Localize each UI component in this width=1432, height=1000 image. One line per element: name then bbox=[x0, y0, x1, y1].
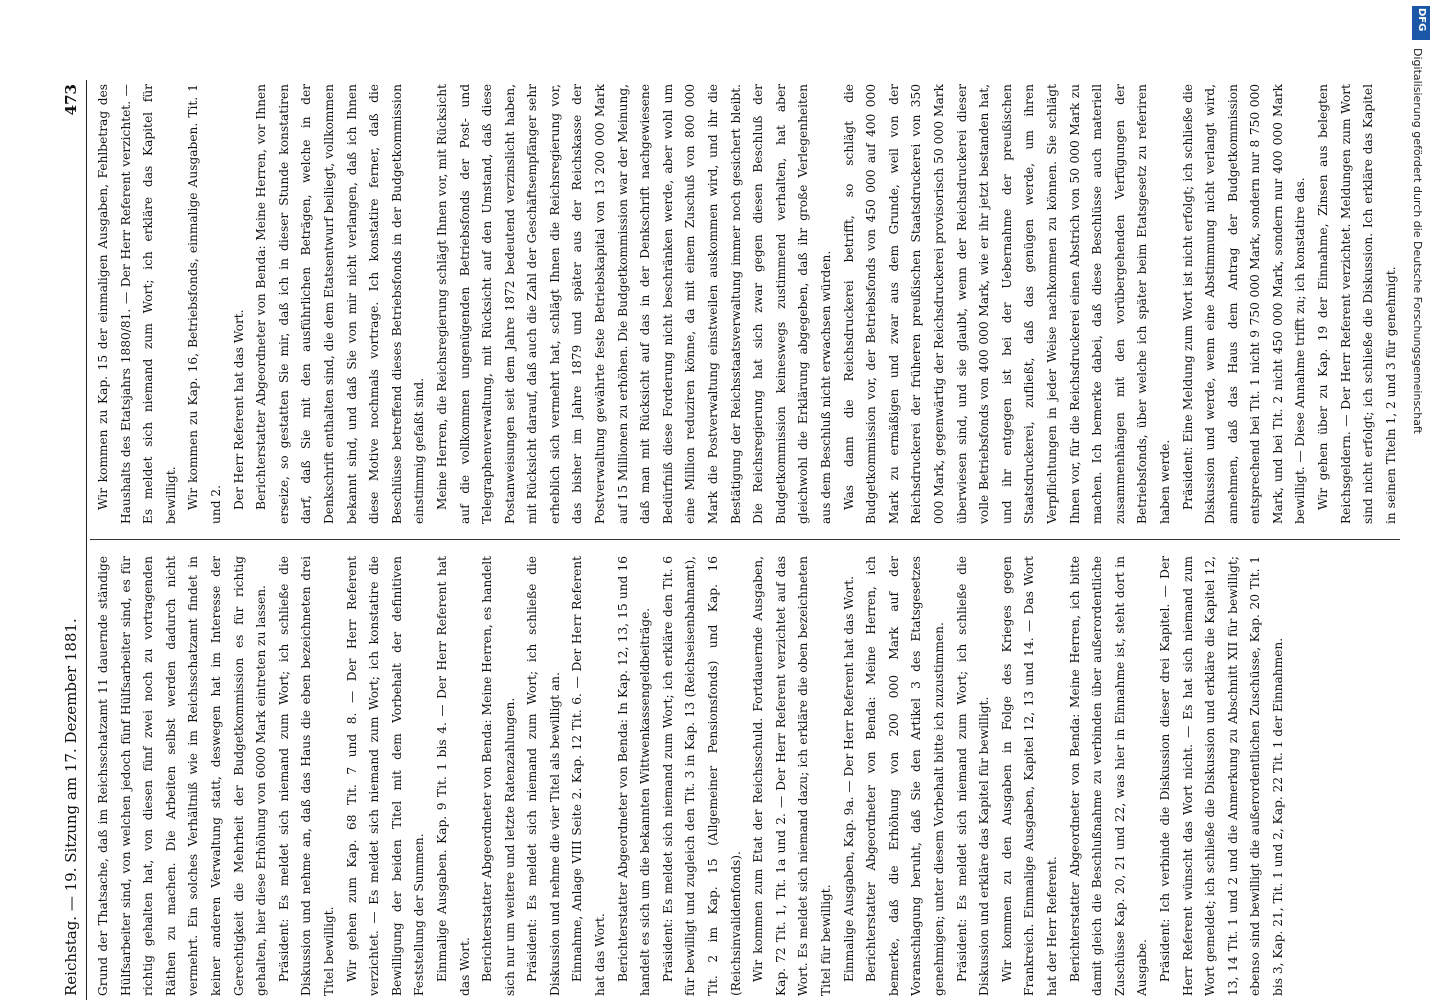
right-column bbox=[92, 84, 1402, 524]
paragraph: Präsident: Es meldet sich niemand zum Wort; ich schließe die Diskussion und erkläre das Kapitel für bewilligt. bbox=[954, 556, 992, 996]
paragraph: Einmalige Ausgaben. Kap. 9 Tit. 1 bis 4. — Der Herr Referent hat das Wort. bbox=[434, 556, 472, 996]
dfg-logo-text: DFG bbox=[1416, 8, 1427, 32]
paragraph: Präsident: Es meldet sich niemand zum Wort; ich schließe die Diskussion und nehme an, daß das Haus die eben bezeichneten drei Titel bewilligt. bbox=[276, 556, 336, 996]
newspaper-page bbox=[60, 80, 1410, 1000]
paragraph: Präsident: Eine Meldung zum Wort ist nicht erfolgt; ich schließe die Diskussion und werde, wenn eine Abstimmung nicht verlangt wird, annehmen, daß das Haus dem Antrag der Budgetkommission entsprechend bei Tit. 1 nicht 9 750 000 Mark, sondern nur 8 750 000 Mark, und bei Tit. 2 nicht 450 000 Mark, sondern nur 400 000 Mark bewilligt. — Diese Annahme trifft zu; ich konstatire das. bbox=[1180, 84, 1308, 524]
dfg-logo bbox=[1412, 6, 1430, 40]
page-number: 473 bbox=[62, 84, 80, 116]
paragraph: Berichterstatter Abgeordneter von Benda: In Kap. 12, 13, 15 und 16 handelt es sich um die bekannten Wittwenkassengeldbeiträge. bbox=[615, 556, 653, 996]
paragraph: Präsident: Es meldet sich niemand zum Wort; ich schließe die Diskussion und nehme die vier Titel als bewilligt an. bbox=[525, 556, 562, 996]
paragraph: Berichterstatter Abgeordneter von Benda: Meine Herren, ich bitte damit gleich die Beschlußnahme zu verbinden über außerordentliche Zuschüsse Kap. 20, 21 und 22, was hier in Einnahme ist, steht dort in Ausgabe. bbox=[1067, 556, 1150, 996]
paragraph: Meine Herren, die Reichsregierung schlägt Ihnen vor, mit Rücksicht auf die vollkommen ungenügenden Betriebsfonds der Post- und Telegraphenverwaltung, mit Rücksicht auf den Umstand, daß diese Postanweisungen seit dem Jahre 1872 bedeutend verzinslicht haben, mit Rücksicht darauf, daß auch die Zahl der Geschäftsempfänger sehr erheblich sich vermehrt hat, schlägt Ihnen die Reichsregierung vor, das bisher im Jahre 1879 und später aus der Reichskasse der Postverwaltung gewährte feste Betriebskapital von 13 200 000 Mark auf 15 Millionen zu erhöhen. Die Budgetkommission war der Meinung, daß man mit Rücksicht auf das in der Denkschrift nachgewiesene Bedürfniß diese Forderung nicht beschränken werde, aber wohl um eine Million reduziren könne, da mit einem Zuschuß von 800 000 Mark die Postverwaltung einstweilen auskommen wird, und ihr die Bestätigung der Reichsstaatsverwaltung immer noch gesichert bleibt. Die Reichsregierung hat sich zwar gegen diesen Beschluß der Budgetkommission keineswegs zustimmend verhalten, hat aber gleichwohl die Erklärung abgegeben, daß ihr große Verlegenheiten aus dem Beschluß nicht erwachsen würden. bbox=[434, 84, 833, 524]
paragraph: Wir kommen zu den Ausgaben in Folge des Krieges gegen Frankreich. Einmalige Ausgaben, Kapitel 12, 13 und 14. — Das Wort hat der Herr Referent. bbox=[999, 556, 1059, 996]
column-divider bbox=[90, 539, 1400, 540]
header-rule bbox=[86, 80, 87, 1000]
digitization-stamp: Digitalisierung gefördert durch die Deutsche Forschungsgemeinschaft bbox=[1411, 48, 1424, 434]
paragraph: Berichterstatter Abgeordneter von Benda: Meine Herren, ich bemerke, daß die Erhöhung von 200 000 Mark auf der Voranschlagung beruht, daß Sie den Artikel 3 des Etatsgesetzes genehmigen; unter diesem Vorbehalt bitte ich zuzustimmen. bbox=[864, 556, 946, 996]
paragraph: Einnahme, Anlage VIII Seite 2. Kap. 12 Tit. 6. — Der Herr Referent hat das Wort. bbox=[570, 556, 608, 996]
page-header bbox=[60, 80, 86, 1000]
paragraph: Präsident: Es meldet sich niemand zum Wort; ich erkläre den Tit. 6 für bewilligt und zugleich den Tit. 3 in Kap. 13 (Reichseisenbahnamt), Tit. 2 im Kap. 15 (Allgemeiner Pensionsfonds) und Kap. 16 (Reichsinvalidenfonds). bbox=[660, 556, 743, 996]
paragraph: Wir kommen zu Kap. 16, Betriebsfonds, einmalige Ausgaben. Tit. 1 und 2. bbox=[186, 84, 223, 524]
paragraph: Der Herr Referent hat das Wort. bbox=[231, 309, 246, 510]
paragraph: Einmalige Ausgaben, Kap. 9a. — Der Herr Referent hat das Wort. bbox=[841, 575, 856, 982]
left-column bbox=[92, 556, 1402, 996]
paragraph: Was dann die Reichsdruckerei betrifft, so schlägt die Budgetkommission vor, der Betriebsfonds von 450 000 auf 400 000 Mark zu ermäßigen und zwar aus dem Grunde, weil von der Reichsdruckerei der früheren preußischen Staatsdruckerei von 350 000 Mark, gegenwärtig der Reichsdruckerei provisorisch 50 000 Mark überwiesen sind, und sie glaubt, wenn der Reichsdruckerei dieser volle Betriebsfonds von 400 000 Mark, wie er ihr jetzt bestanden hat, und ihr entgegen ist bei der Uebernahme der preußischen Staatsdruckerei, zufließt, daß das genügen werde, um ihren Verpflichtungen in jeder Weise nachkommen zu können. Sie schlägt Ihnen vor, für die Reichsdruckerei einen Abstrich von 50 000 Mark zu machen. Ich bemerke dabei, daß diese Beschlüsse auch materiell zusammenhängen mit den vorübergehenden Verfügungen der Betriebsfonds, über welche ich später beim Etatsgesetz zu referiren haben werde. bbox=[841, 84, 1172, 524]
paragraph: Berichterstatter Abgeordneter von Benda: Meine Herren, vor Ihnen erseize, so gestatten Sie mir, daß ich in dieser Stunde konstatiren darf, daß Sie mit den ausführlichen Beträgen, welche in der Denkschrift enthalten sind, die dem Etatsentwurf beiliegt, vollkommen bekannt sind, und daß Sie von mir nicht verlangen, daß ich Ihnen diese Motive nochmals vortrage. Ich konstatire ferner, daß die Beschlüsse betreffend dieses Betriebsfonds in der Budgetkommission einstimmig gefaßt sind. bbox=[254, 84, 427, 524]
paragraph: Wir kommen zum Etat der Reichsschuld. Fortdauernde Ausgaben, Kap. 72 Tit. 1, Tit. 1a und 2. — Der Herr Referent verzichtet auf das Wort. Es meldet sich niemand dazu; ich erkläre die oben bezeichneten Titel für bewilligt. bbox=[751, 556, 833, 996]
paragraph: Grund der Thatsache, daß im Reichsschatzamt 11 dauernde ständige Hülfsarbeiter sind, von welchen jedoch fünf Hülfsarbeiter sind, es für richtig gehalten hat, von diesen fünf zwei noch zu vortragenden Räthen zu machen. Die Arbeiten selbst werden dadurch nicht vermehrt. Ein solches Verhältniß wie im Reichsschatzamt findet in keiner anderen Verwaltung statt, deswegen hat im Interesse der Gerechtigkeit die Mehrheit der Budgetkommission es für richtig gehalten, hier diese Erhöhung von 6000 Mark eintreten zu lassen. bbox=[96, 556, 269, 996]
paragraph: Berichterstatter Abgeordneter von Benda: Meine Herren, es handelt sich nur um weitere und letzte Ratenzahlungen. bbox=[480, 556, 517, 996]
paragraph: Wir gehen über zu Kap. 19 der Einnahme, Zinsen aus belegten Reichsgeldern. — Der Herr Referent verzichtet. Meldungen zum Wort sind nicht erfolgt; ich schließe die Diskussion. Ich erkläre das Kapitel in seinen Titeln 1, 2 und 3 für genehmigt. bbox=[1316, 84, 1398, 524]
paragraph: Präsident: Ich verbinde die Diskussion dieser drei Kapitel. — Der Herr Referent wünscht das Wort nicht. — Es hat sich niemand zum Wort gemeldet; ich schließe die Diskussion und erkläre die Kapitel 12, 13, 14 Tit. 1 und 2 und die Anmerkung zu Abschnitt XII für bewilligt; ebenso sind bewilligt die außerordentlichen Zuschüsse, Kap. 20 Tit. 1 bis 3, Kap. 21, Tit. 1 und 2, Kap. 22 Tit. 1 der Einnahmen. bbox=[1157, 556, 1285, 996]
paragraph: Wir kommen zu Kap. 15 der einmaligen Ausgaben, Fehlbetrag des Haushalts des Etatsjahrs 1880/81. — Der Herr Referent verzichtet. — Es meldet sich niemand zum Wort; ich erkläre das Kapitel für bewilligt. bbox=[96, 84, 178, 524]
paragraph: Wir gehen zum Kap. 68 Tit. 7 und 8. — Der Herr Referent verzichtet. — Es meldet sich niemand zum Wort; ich konstatire die Bewilligung der beiden Titel mit dem Vorbehalt der definitiven Feststellung der Summen. bbox=[344, 556, 427, 996]
page-header-title: Reichstag. — 19. Sitzung am 17. Dezember 1881. bbox=[62, 618, 80, 996]
